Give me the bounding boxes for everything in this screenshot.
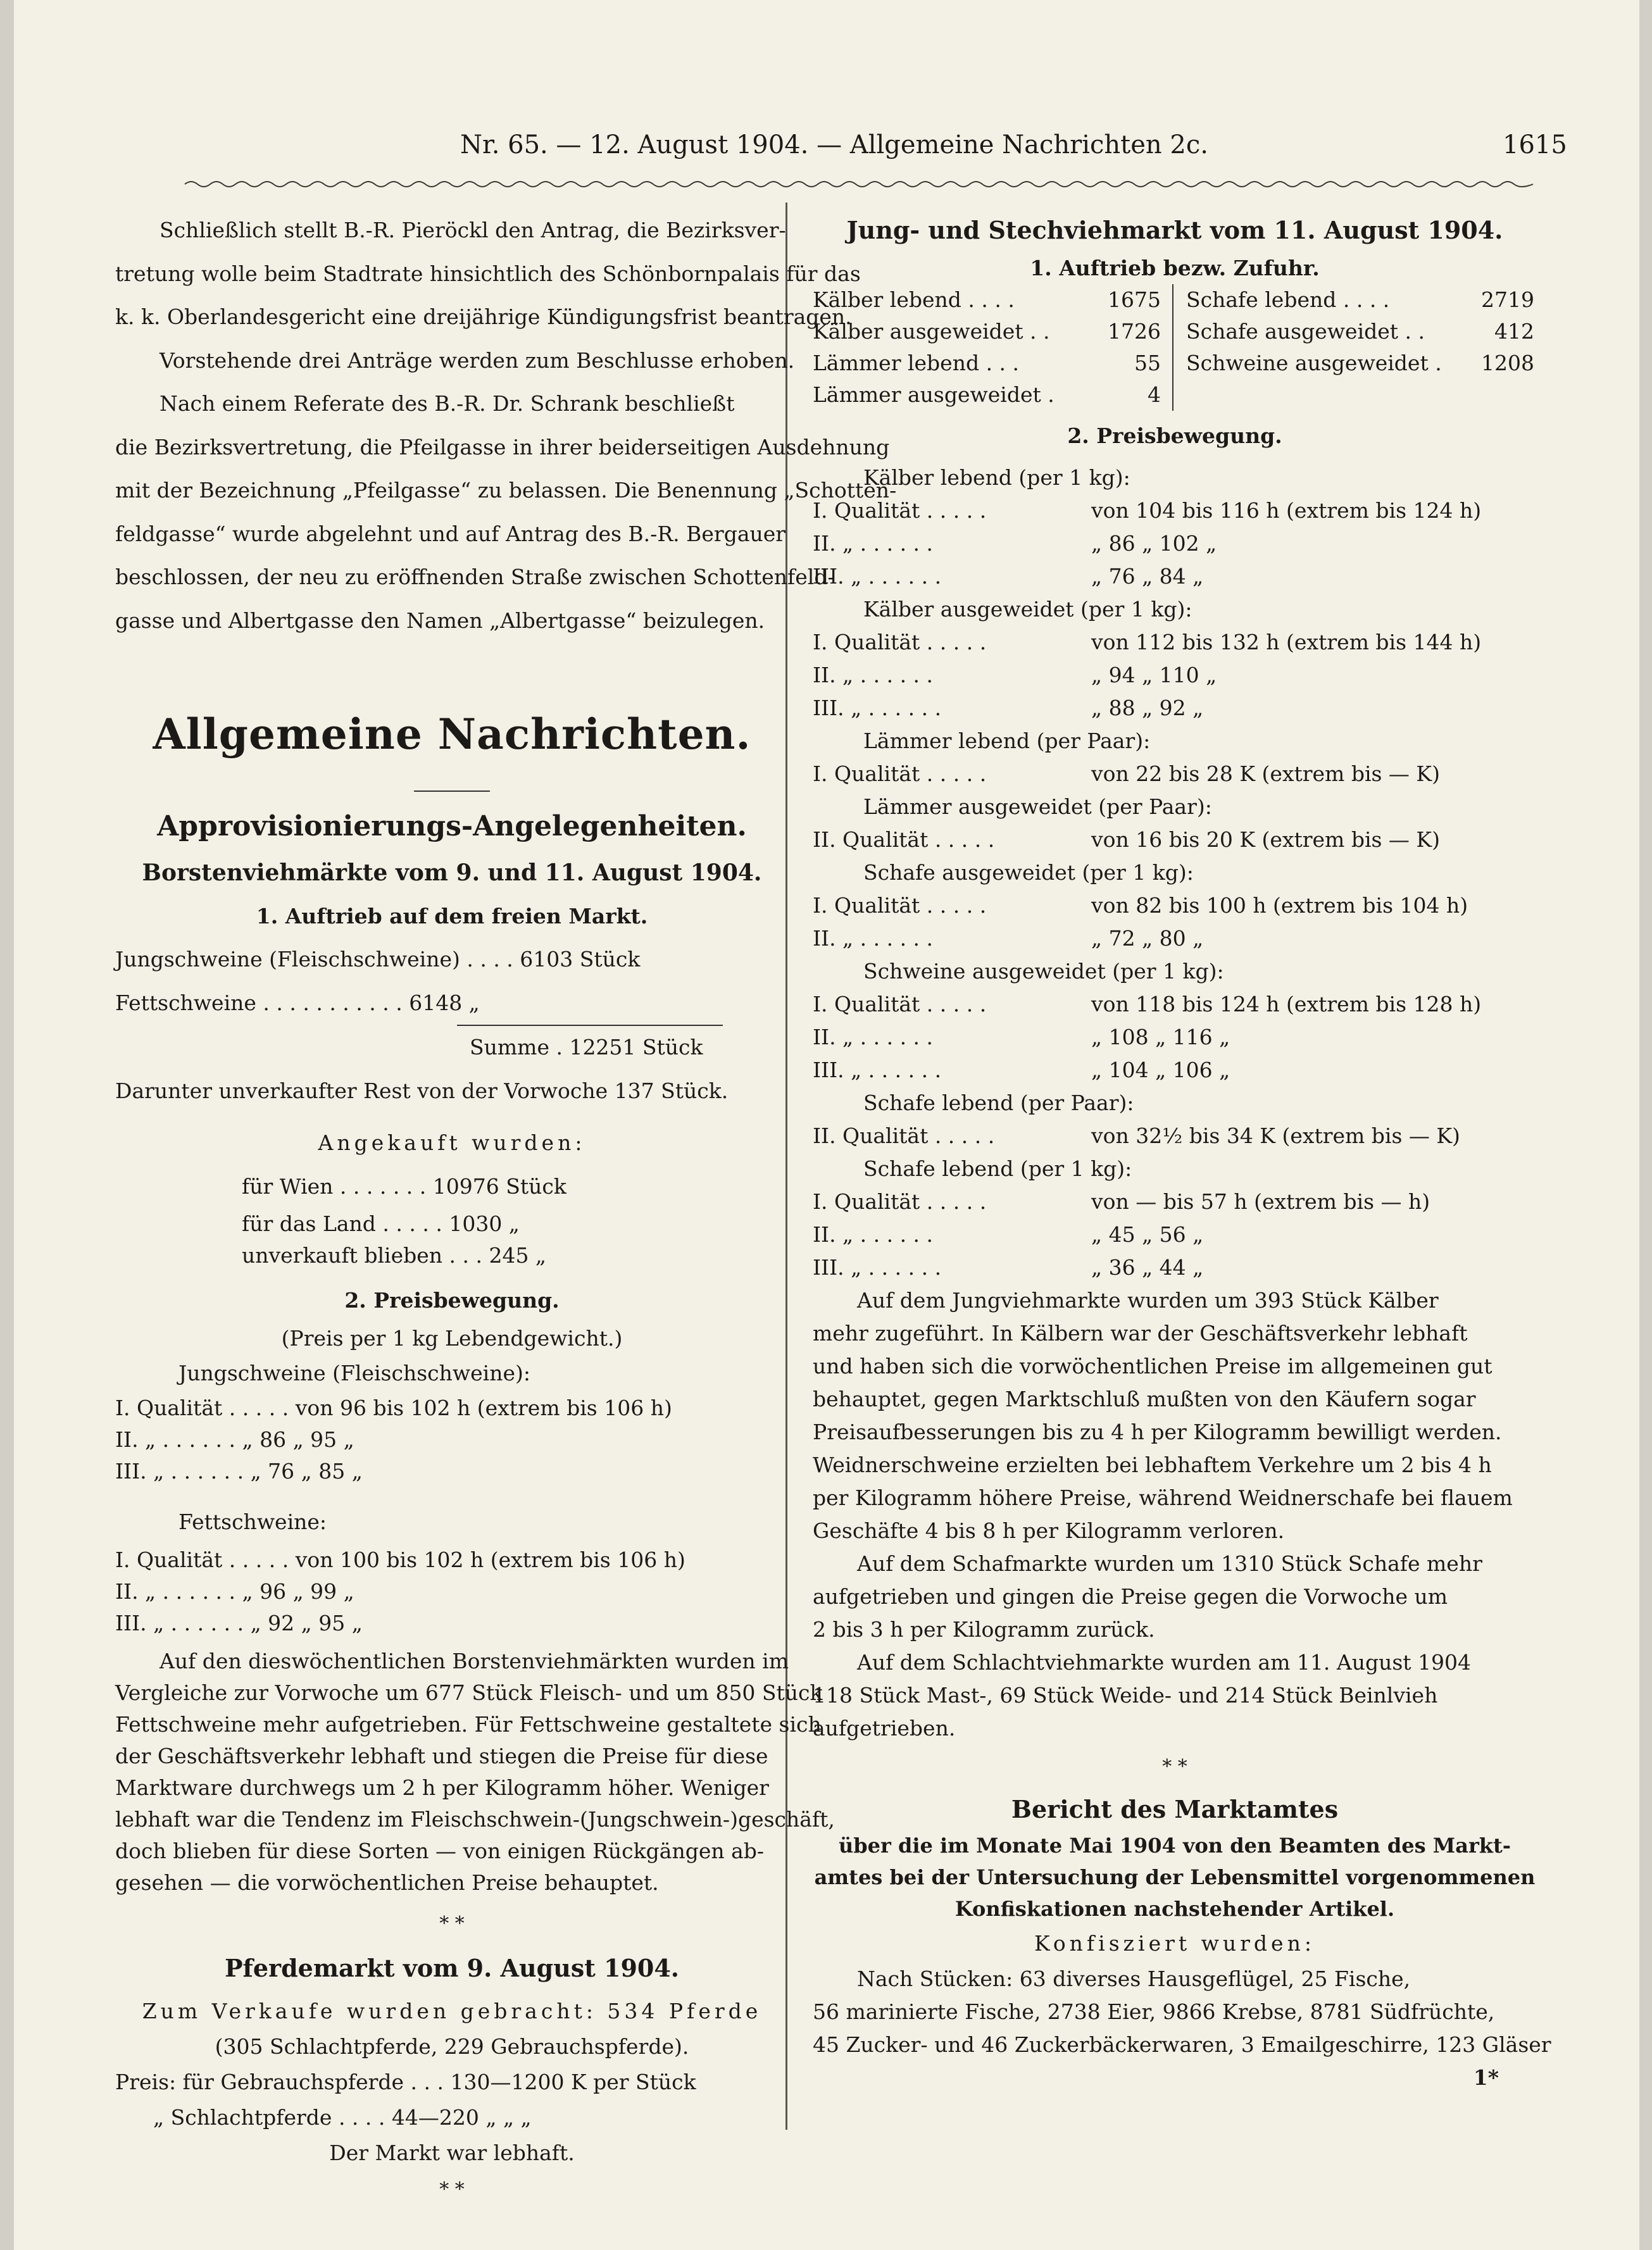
pferd-preis-unit: K per Stück xyxy=(570,2069,696,2094)
price-value: „ 96 „ 99 „ xyxy=(242,1578,354,1604)
auftrieb-row xyxy=(813,284,1161,316)
quality: III. „ . . . . . . xyxy=(813,1057,942,1082)
marktamt-sub: über die im Monate Mai 1904 von den Beamten des Markt- xyxy=(838,1833,1511,1858)
pferd-preis-value: 130—1200 xyxy=(450,2069,565,2094)
angekauft-label: für das Land . . . . . xyxy=(242,1211,442,1236)
price-value: von 112 bis 132 h (extrem bis 144 h) xyxy=(1091,629,1482,654)
pferd-preis-label: Preis: für Gebrauchspferde . . . xyxy=(115,2069,444,2094)
bericht-line: Auf dem Jungviehmarkte wurden um 393 Stück Kälber xyxy=(857,1287,1439,1313)
intro-line: gasse und Albertgasse den Namen „Albertgasse“ beizulegen. xyxy=(115,608,765,633)
page xyxy=(14,0,1639,2250)
auftrieb-right xyxy=(1186,284,1534,379)
section-stars: * * xyxy=(439,2178,465,2201)
bericht-line: Marktware durchwegs um 2 h per Kilogramm höher. Weniger xyxy=(115,1775,769,1800)
angekauft-value: 245 „ xyxy=(489,1243,547,1268)
auftrieb-label: Fettschweine . . . . . . . . . . . xyxy=(115,990,403,1015)
market-title: Borstenviehmärkte vom 9. und 11. August 1904. xyxy=(142,859,762,886)
header-wavy-rule xyxy=(185,177,1533,191)
jungvieh-title: Jung- und Stechviehmarkt vom 11. August 1904. xyxy=(846,216,1503,244)
auftrieb-value: 55 xyxy=(1134,350,1161,375)
pferd-preis-label: „ Schlachtpferde . . . . xyxy=(153,2104,385,2130)
price-row xyxy=(813,889,1537,922)
price-row xyxy=(115,1608,789,1639)
page-number: 1615 xyxy=(1503,130,1567,159)
quality: I. Qualität . . . . . xyxy=(813,1189,987,1214)
auftrieb-value: 1208 xyxy=(1481,350,1534,375)
auftrieb-heading: 1. Auftrieb auf dem freien Markt. xyxy=(256,903,648,928)
auftrieb-row xyxy=(813,379,1161,411)
konf-line: Nach Stücken: 63 diverses Hausgeflügel, 25 Fische, xyxy=(857,1966,1411,1991)
bericht-line: Fettschweine mehr aufgetrieben. Für Fettschweine gestaltete sich xyxy=(115,1711,822,1737)
r-preis-heading: 2. Preisbewegung. xyxy=(1067,423,1282,448)
price-group-label: Kälber lebend (per 1 kg): xyxy=(863,465,1130,490)
quality: II. „ . . . . . . xyxy=(115,1578,236,1604)
price-row xyxy=(115,1544,789,1576)
angekauft-value: 1030 „ xyxy=(449,1211,520,1236)
quality: II. „ . . . . . . xyxy=(813,662,934,687)
intro-line: k. k. Oberlandesgericht eine dreijährige Kündigungsfrist beantragen. xyxy=(115,304,852,329)
quality: II. „ . . . . . . xyxy=(115,1427,236,1452)
price-row xyxy=(813,560,1537,593)
bericht-line: Preisaufbesserungen bis zu 4 h per Kilogramm bewilligt werden. xyxy=(813,1419,1502,1444)
price-value: von 104 bis 116 h (extrem bis 124 h) xyxy=(1091,497,1482,523)
konf-line: 45 Zucker- und 46 Zuckerbäckerwaren, 3 Emailgeschirre, 123 Gläser xyxy=(813,2032,1551,2057)
pferd-title: Pferdemarkt vom 9. August 1904. xyxy=(224,1953,680,1982)
price-row xyxy=(813,626,1537,659)
price-value: „ 72 „ 80 „ xyxy=(1091,925,1204,951)
auftrieb-table xyxy=(813,284,1537,411)
pferd-end: Der Markt war lebhaft. xyxy=(329,2140,575,2165)
price-row xyxy=(115,1424,789,1456)
price-value: von 32½ bis 34 K (extrem bis — K) xyxy=(1091,1123,1460,1148)
auftrieb-row xyxy=(1186,316,1534,347)
price-row xyxy=(115,1576,789,1608)
quality: III. „ . . . . . . xyxy=(813,1254,942,1280)
quality: III. „ . . . . . . xyxy=(813,563,942,589)
quality: III. „ . . . . . . xyxy=(813,695,942,720)
auftrieb-value: 2719 xyxy=(1481,287,1534,312)
auftrieb-row xyxy=(813,316,1161,347)
angekauft-row xyxy=(115,1165,789,1209)
auftrieb-row xyxy=(1186,347,1534,379)
auftrieb-label: Lämmer ausgeweidet . xyxy=(813,382,1054,407)
price-value: von 22 bis 28 K (extrem bis — K) xyxy=(1091,761,1440,786)
angekauft-heading: Angekauft wurden: xyxy=(318,1130,586,1155)
quality: II. Qualität . . . . . xyxy=(813,827,995,852)
price-group-label: Lämmer lebend (per Paar): xyxy=(863,728,1151,753)
quality: I. Qualität . . . . . xyxy=(813,497,987,523)
bericht-line: gesehen — die vorwöchentlichen Preise behauptet. xyxy=(115,1870,659,1895)
auftrieb-label: Lämmer lebend . . . xyxy=(813,350,1020,375)
price-row xyxy=(813,1021,1537,1054)
marktamt-sub: Konfiskationen nachstehender Artikel. xyxy=(954,1896,1395,1921)
bericht-line: Weidnerschweine erzielten bei lebhaftem Verkehre um 2 bis 4 h xyxy=(813,1452,1492,1477)
pferd-preis-row xyxy=(115,2065,789,2100)
angekauft-row xyxy=(115,1240,789,1272)
table-divider xyxy=(1172,284,1173,411)
price-value: von 82 bis 100 h (extrem bis 104 h) xyxy=(1091,892,1468,918)
auftrieb-value: 6148 „ xyxy=(409,990,480,1015)
auftrieb-label: Jungschweine (Fleischschweine) . . . . xyxy=(115,947,513,972)
price-group-label: Schafe ausgeweidet (per 1 kg): xyxy=(863,859,1194,885)
quality: I. Qualität . . . . . xyxy=(813,892,987,918)
konfisziert-heading: Konfisziert wurden: xyxy=(1034,1930,1315,1956)
intro-line: Vorstehende drei Anträge werden zum Beschlusse erhoben. xyxy=(160,347,795,373)
price-value: „ 94 „ 110 „ xyxy=(1091,662,1217,687)
intro-line: Nach einem Referate des B.-R. Dr. Schrank beschließt xyxy=(160,391,735,416)
auftrieb-value: 4 xyxy=(1148,382,1161,407)
intro-line: die Bezirksvertretung, die Pfeilgasse in ihrer beiderseitigen Ausdehnung xyxy=(115,434,890,459)
section-stars: * * xyxy=(439,1912,465,1935)
auftrieb-value: 1726 xyxy=(1108,318,1161,344)
auftrieb-label: Schafe lebend . . . . xyxy=(1186,287,1390,312)
preis-heading: 2. Preisbewegung. xyxy=(344,1288,560,1313)
rest-line: Darunter unverkaufter Rest von der Vorwoche 137 Stück. xyxy=(115,1078,729,1103)
bericht-line: Geschäfte 4 bis 8 h per Kilogramm verloren. xyxy=(813,1518,1285,1543)
bericht-line: Auf dem Schafmarkte wurden um 1310 Stück Schafe mehr xyxy=(857,1551,1482,1576)
quality: I. Qualität . . . . . xyxy=(813,761,987,786)
price-value: „ 36 „ 44 „ xyxy=(1091,1254,1204,1280)
bericht-line: lebhaft war die Tendenz im Fleischschwein-(Jungschwein-)geschäft, xyxy=(115,1806,835,1832)
price-row xyxy=(813,692,1537,725)
bericht-line: aufgetrieben. xyxy=(813,1715,956,1741)
quality: II. „ . . . . . . xyxy=(813,530,934,556)
auftrieb-row xyxy=(1186,284,1534,316)
title-rule xyxy=(414,791,490,792)
price-row xyxy=(813,823,1537,856)
bericht-line: mehr zugeführt. In Kälbern war der Geschäftsverkehr lebhaft xyxy=(813,1320,1468,1346)
auftrieb-value: 1675 xyxy=(1108,287,1161,312)
price-value: von 118 bis 124 h (extrem bis 128 h) xyxy=(1091,991,1482,1016)
price-value: „ 76 „ 84 „ xyxy=(1091,563,1204,589)
intro-line: tretung wolle beim Stadtrate hinsichtlich des Schönbornpalais für das xyxy=(115,261,861,286)
quality: II. „ . . . . . . xyxy=(813,1222,934,1247)
angekauft-label: unverkauft blieben . . . xyxy=(242,1243,482,1268)
price-row xyxy=(115,1392,789,1424)
price-value: „ 86 „ 102 „ xyxy=(1091,530,1217,556)
price-value: von 100 bis 102 h (extrem bis 106 h) xyxy=(295,1547,685,1572)
price-value: „ 108 „ 116 „ xyxy=(1091,1024,1230,1049)
auftrieb-value: 6103 Stück xyxy=(520,947,641,972)
pferd-preis-unit: „ „ „ xyxy=(485,2104,532,2130)
price-row xyxy=(813,1251,1537,1284)
price-value: von 16 bis 20 K (extrem bis — K) xyxy=(1091,827,1440,852)
quality: I. Qualität . . . . . xyxy=(115,1395,289,1420)
right-column xyxy=(813,209,1551,2094)
quality: I. Qualität . . . . . xyxy=(813,629,987,654)
intro-line: feldgasse“ wurde abgelehnt und auf Antrag des B.-R. Bergauer xyxy=(115,521,786,546)
price-row xyxy=(813,758,1537,791)
pferd-preis-row xyxy=(115,2100,789,2135)
price-row xyxy=(813,1054,1537,1087)
price-value: von 96 bis 102 h (extrem bis 106 h) xyxy=(295,1395,672,1420)
quality: I. Qualität . . . . . xyxy=(813,991,987,1016)
summe: Summe . 12251 Stück xyxy=(470,1035,703,1059)
auftrieb-label: Schafe ausgeweidet . . xyxy=(1186,318,1425,344)
bericht-line: behauptet, gegen Marktschluß mußten von den Käufern sogar xyxy=(813,1386,1476,1411)
bericht-line: doch blieben für diese Sorten — von einigen Rückgängen ab- xyxy=(115,1838,765,1863)
bericht-line: Auf dem Schlachtviehmarkte wurden am 11. August 1904 xyxy=(857,1649,1472,1675)
marktamt-sub: amtes bei der Untersuchung der Lebensmittel vorgenommenen xyxy=(814,1865,1536,1889)
main-title: Allgemeine Nachrichten. xyxy=(153,709,751,759)
auftrieb-row xyxy=(115,982,789,1025)
r-auftrieb-heading: 1. Auftrieb bezw. Zufuhr. xyxy=(1030,255,1320,280)
price-value: „ 76 „ 85 „ xyxy=(250,1458,363,1484)
angekauft-value: 10976 Stück xyxy=(432,1173,566,1199)
section-title: Approvisionierungs-Angelegenheiten. xyxy=(157,810,747,842)
fett-label: Fettschweine: xyxy=(178,1509,327,1534)
jung-label: Jungschweine (Fleischschweine): xyxy=(178,1360,530,1385)
left-column xyxy=(115,209,897,2209)
quality: I. Qualität . . . . . xyxy=(115,1547,289,1572)
quality: II. „ . . . . . . xyxy=(813,925,934,951)
price-row xyxy=(813,1185,1537,1218)
auftrieb-label: Kälber lebend . . . . xyxy=(813,287,1015,312)
pferd-line: Zum Verkaufe wurden gebracht: 534 Pferde xyxy=(142,1998,762,2023)
marktamt-title: Bericht des Marktamtes xyxy=(1011,1794,1339,1823)
price-group-label: Schweine ausgeweidet (per 1 kg): xyxy=(863,958,1224,984)
price-row xyxy=(813,527,1537,560)
price-row xyxy=(813,988,1537,1021)
running-header: Nr. 65. — 12. August 1904. — Allgemeine Nachrichten 2c. xyxy=(460,130,1208,159)
price-value: „ 88 „ 92 „ xyxy=(1091,695,1204,720)
price-row xyxy=(813,1218,1537,1251)
bericht-line: 2 bis 3 h per Kilogramm zurück. xyxy=(813,1616,1155,1642)
auftrieb-row xyxy=(115,938,789,982)
price-row xyxy=(813,659,1537,692)
bericht-line: Vergleiche zur Vorwoche um 677 Stück Fleisch- und um 850 Stück xyxy=(115,1680,823,1705)
konf-line: 56 marinierte Fische, 2738 Eier, 9866 Krebse, 8781 Südfrüchte, xyxy=(813,1999,1495,2024)
price-value: „ 86 „ 95 „ xyxy=(242,1427,354,1452)
auftrieb-row xyxy=(813,347,1161,379)
price-row xyxy=(813,494,1537,527)
bericht-line: und haben sich die vorwöchentlichen Preise im allgemeinen gut xyxy=(813,1353,1492,1378)
signature-mark: 1* xyxy=(1473,2065,1499,2090)
price-value: „ 92 „ 95 „ xyxy=(250,1610,363,1635)
price-group-label: Schafe lebend (per Paar): xyxy=(863,1090,1134,1115)
price-groups xyxy=(813,461,1537,1284)
price-group-label: Lämmer ausgeweidet (per Paar): xyxy=(863,794,1212,819)
angekauft-label: für Wien . . . . . . . xyxy=(242,1173,427,1199)
section-stars: * * xyxy=(1162,1755,1187,1778)
angekauft-row xyxy=(115,1208,789,1240)
preis-subheading: (Preis per 1 kg Lebendgewicht.) xyxy=(281,1325,623,1351)
auftrieb-label: Schweine ausgeweidet . xyxy=(1186,350,1442,375)
price-value: von — bis 57 h (extrem bis — h) xyxy=(1091,1189,1430,1214)
price-row xyxy=(813,1120,1537,1153)
auftrieb-value: 412 xyxy=(1494,318,1534,344)
price-row xyxy=(813,922,1537,955)
price-value: „ 45 „ 56 „ xyxy=(1091,1222,1204,1247)
intro-line: beschlossen, der neu zu eröffnenden Straße zwischen Schottenfeld- xyxy=(115,565,835,589)
pferd-preis-value: 44—220 xyxy=(391,2104,479,2130)
quality: II. „ . . . . . . xyxy=(813,1024,934,1049)
price-row xyxy=(115,1456,789,1487)
price-group-label: Schafe lebend (per 1 kg): xyxy=(863,1156,1132,1181)
bericht-line: aufgetrieben und gingen die Preise gegen die Vorwoche um xyxy=(813,1584,1448,1609)
bericht-line: per Kilogramm höhere Preise, während Weidnerschafe bei flauem xyxy=(813,1485,1513,1510)
bericht-line: der Geschäftsverkehr lebhaft und stiegen die Preise für diese xyxy=(115,1743,768,1768)
auftrieb-label: Kälber ausgeweidet . . xyxy=(813,318,1050,344)
bericht-line: 118 Stück Mast-, 69 Stück Weide- und 214 Stück Beinlvieh xyxy=(813,1682,1438,1708)
pferd-line: (305 Schlachtpferde, 229 Gebrauchspferde). xyxy=(215,2034,689,2059)
quality: II. Qualität . . . . . xyxy=(813,1123,995,1148)
bericht-line: Auf den dieswöchentlichen Borstenviehmärkten wurden im xyxy=(160,1648,789,1673)
auftrieb-left xyxy=(813,284,1161,411)
price-value: „ 104 „ 106 „ xyxy=(1091,1057,1230,1082)
quality: III. „ . . . . . . xyxy=(115,1458,244,1484)
quality: III. „ . . . . . . xyxy=(115,1610,244,1635)
price-group-label: Kälber ausgeweidet (per 1 kg): xyxy=(863,596,1192,622)
intro-line: Schließlich stellt B.-R. Pieröckl den Antrag, die Bezirksver- xyxy=(160,218,786,242)
intro-line: mit der Bezeichnung „Pfeilgasse“ zu belassen. Die Benennung „Schotten- xyxy=(115,478,897,503)
